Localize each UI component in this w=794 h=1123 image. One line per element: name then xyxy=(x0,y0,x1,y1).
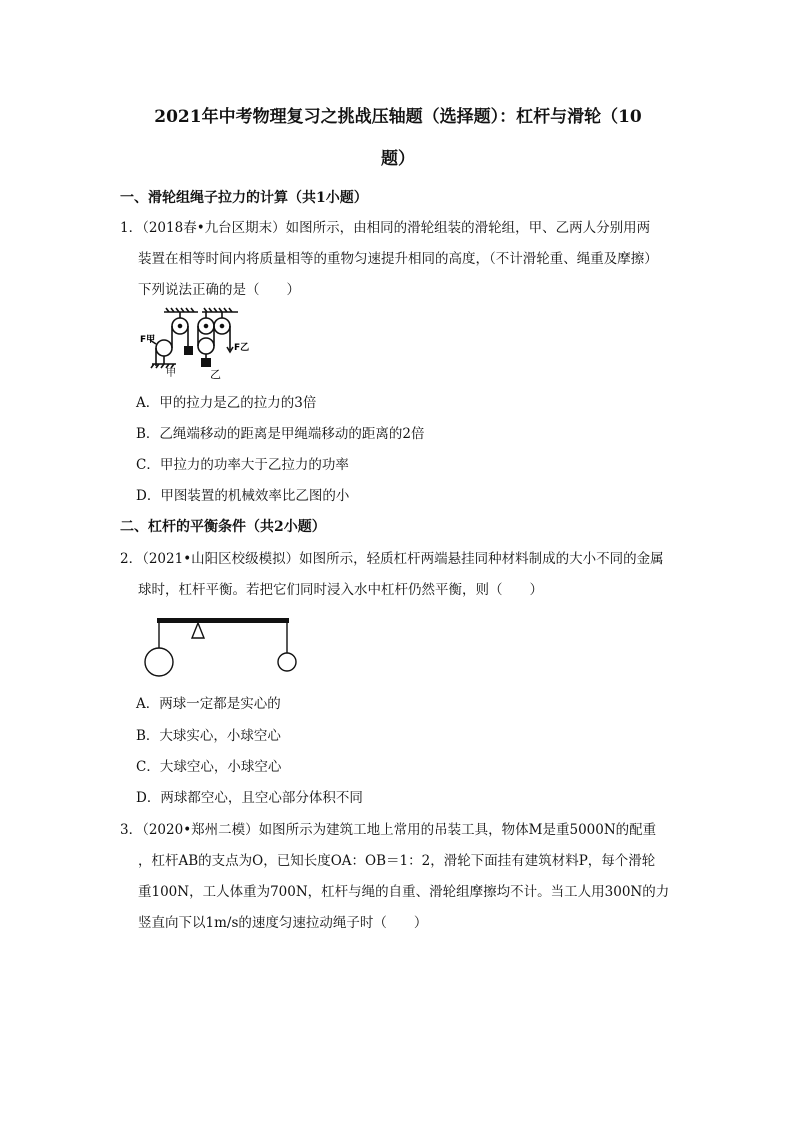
q1-line-2: 装置在相等时间内将质量相等的重物匀速提升相同的高度，（不计滑轮重、绳重及摩擦） xyxy=(138,251,658,267)
q2-line-1: 2．（2021•山阳区校级模拟）如图所示，轻质杠杆两端悬挂同种材料制成的大小不同的金属 xyxy=(120,551,664,567)
label-yi: 乙 xyxy=(210,368,221,381)
lever-figure xyxy=(140,612,304,678)
weight-block-2 xyxy=(201,358,211,367)
lever-bar xyxy=(157,618,289,623)
q3-line-2: ，杠杆AB的支点为O，已知长度OA：OB＝1：2，滑轮下面挂有建筑材料P，每个滑轮 xyxy=(138,853,656,869)
q1-option-b: B．乙绳端移动的距离是甲绳端移动的距离的2倍 xyxy=(136,426,425,442)
q2-line-2: 球时，杠杆平衡。若把它们同时浸入水中杠杆仍然平衡，则（ ） xyxy=(138,582,543,598)
q2-option-c: C．大球空心，小球空心 xyxy=(136,759,282,775)
q1-line-3: 下列说法正确的是（ ） xyxy=(138,282,300,298)
force-label-f2: F乙 xyxy=(234,343,250,353)
weight-block-1 xyxy=(184,346,193,355)
q1-option-a: A．甲的拉力是乙的拉力的3倍 xyxy=(136,395,317,411)
document-title-line1: 2021年中考物理复习之挑战压轴题（选择题）：杠杆与滑轮（10 xyxy=(154,107,642,127)
small-ball xyxy=(278,653,296,671)
force-label-f1: F甲 xyxy=(140,335,156,345)
q2-option-b: B．大球实心，小球空心 xyxy=(136,728,281,744)
section-heading-1: 一、滑轮组绳子拉力的计算（共1小题） xyxy=(120,190,368,206)
q3-line-4: 竖直向下以1m/s的速度匀速拉动绳子时（ ） xyxy=(138,915,428,931)
label-jia: 甲 xyxy=(166,368,176,379)
q2-option-d: D．两球都空心，且空心部分体积不同 xyxy=(136,790,363,806)
pulley-figure xyxy=(140,306,260,386)
fulcrum-triangle xyxy=(192,623,204,638)
q3-line-3: 重100N，工人体重为700N，杠杆与绳的自重、滑轮组摩擦均不计。当工人用300N的力 xyxy=(138,884,670,900)
document-title-line2: 题） xyxy=(381,149,415,169)
q3-line-1: 3．（2020•郑州二模）如图所示为建筑工地上常用的吊装工具，物体M是重5000N的配重 xyxy=(120,822,657,838)
q1-option-d: D．甲图装置的机械效率比乙图的小 xyxy=(136,488,350,504)
section-heading-2: 二、杠杆的平衡条件（共2小题） xyxy=(120,519,326,535)
q1-line-1: 1．（2018春•九台区期末）如图所示，由相同的滑轮组装的滑轮组，甲、乙两人分别用两 xyxy=(120,220,651,236)
large-ball xyxy=(145,648,173,676)
q1-option-c: C．甲拉力的功率大于乙拉力的功率 xyxy=(136,457,349,473)
q2-option-a: A．两球一定都是实心的 xyxy=(136,696,281,712)
